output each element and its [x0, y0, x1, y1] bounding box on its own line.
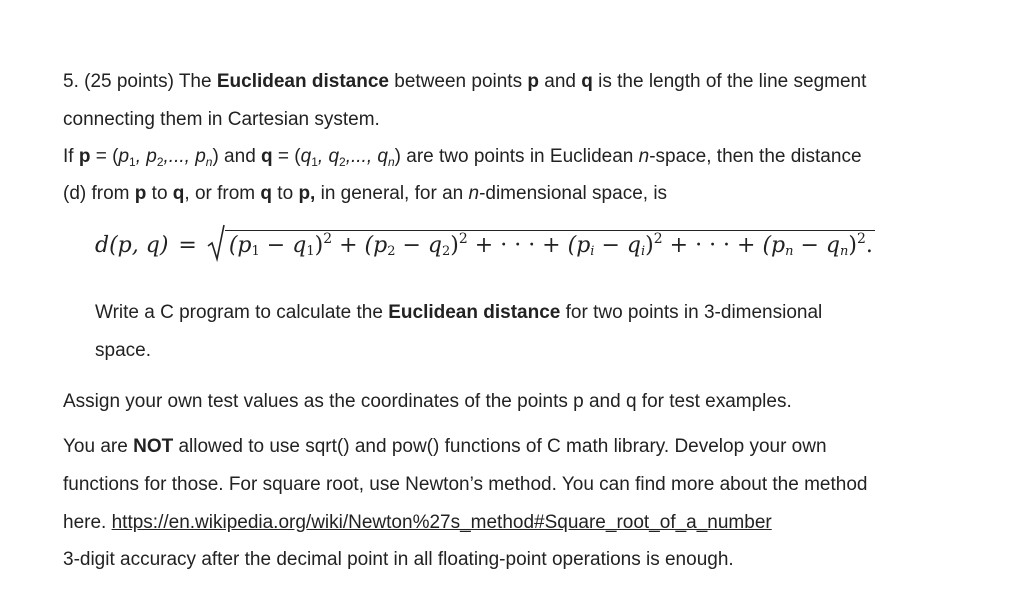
- instruction-line-2: [63, 437, 827, 456]
- def-space-rest: -space, then the distance: [649, 146, 862, 167]
- def-q-eq: = (: [272, 146, 301, 167]
- formula-radicand: $(p_1 - q_1)^2 + (p_2 - q_2)^2$ + · · · + $(p_i - q_i)^2$ + · · · + $(p_n - q_n)^2$.: [225, 230, 875, 262]
- def2-n: n: [468, 183, 480, 204]
- radical-sign-icon: [207, 224, 225, 262]
- intro-line-1: [63, 72, 866, 91]
- task-b: for two points in 3-dimensional: [560, 302, 823, 323]
- def-p1: p: [118, 146, 130, 167]
- def2-c: , or from: [184, 183, 261, 204]
- instruction-line-1: Assign your own test values as the coordinates of the points p and q for test examples.: [63, 391, 792, 412]
- task-line-2: space.: [95, 340, 151, 361]
- instruction-line-3: functions for those. For square root, use Newton’s method. You can find more about the method: [63, 474, 868, 495]
- def2-q: q: [172, 183, 185, 204]
- def2-a: (d) from: [63, 183, 135, 204]
- def-qdots: ,..., q: [345, 146, 388, 167]
- def-p: p: [78, 146, 91, 167]
- def-q1: q: [300, 146, 312, 167]
- intro-and: and: [538, 71, 582, 92]
- def-qsub2: 2: [339, 155, 346, 169]
- def-sub1: 1: [129, 155, 136, 169]
- instr-a: You are: [63, 436, 134, 457]
- task-a: Write a C program to calculate the: [95, 302, 389, 323]
- def-q-close: ) are two points in Euclidean: [394, 146, 639, 167]
- def2-d: to: [272, 183, 299, 204]
- def-p-close: ) and: [212, 146, 262, 167]
- definition-line-2: [63, 184, 667, 203]
- def-pdots: ,..., p: [163, 146, 206, 167]
- def2-p: p: [134, 183, 147, 204]
- instr-not: NOT: [133, 436, 174, 457]
- instr-here: here.: [63, 512, 112, 533]
- def2-b: to: [146, 183, 173, 204]
- def-n: n: [638, 146, 650, 167]
- instruction-line-5: 3-digit accuracy after the decimal point in all floating-point operations is enough.: [63, 549, 734, 570]
- def-p-eq: = (: [90, 146, 119, 167]
- def-sub2: 2: [156, 155, 164, 169]
- euclidean-term: Euclidean distance: [216, 71, 389, 92]
- def-subn: n: [205, 155, 213, 169]
- def2-q2: q: [260, 183, 273, 204]
- newton-method-link[interactable]: https://en.wikipedia.org/wiki/Newton%27s_method#Square_root_of_a_number: [111, 512, 772, 533]
- def-qsubn: n: [387, 155, 395, 169]
- point-p: p: [527, 71, 539, 92]
- square-root: [207, 224, 875, 262]
- def2-e: in general, for an: [315, 183, 469, 204]
- task-line-1: [95, 303, 822, 322]
- formula-lhs: d(p, q): [95, 233, 169, 258]
- distance-formula: [95, 222, 875, 262]
- instr-b: allowed to use sqrt() and pow() functions of C math library. Develop your own: [173, 436, 827, 457]
- def-q: q: [261, 146, 273, 167]
- formula-equals: =: [178, 233, 197, 258]
- intro-text: between points: [388, 71, 528, 92]
- def-if: If: [63, 146, 79, 167]
- task-term: Euclidean distance: [388, 302, 561, 323]
- def2-p2: p,: [298, 183, 316, 204]
- definition-line-1: [63, 146, 862, 169]
- def2-f: -dimensional space, is: [479, 183, 668, 204]
- def-p2: , p: [135, 146, 157, 167]
- intro-text-2: is the length of the line segment: [592, 71, 867, 92]
- point-q: q: [581, 71, 593, 92]
- def-q2: , q: [317, 146, 340, 167]
- intro-line-2: connecting them in Cartesian system.: [63, 109, 380, 130]
- def-qsub1: 1: [311, 155, 318, 169]
- instruction-line-4: [63, 513, 772, 532]
- question-number: 5. (25 points) The: [63, 71, 217, 92]
